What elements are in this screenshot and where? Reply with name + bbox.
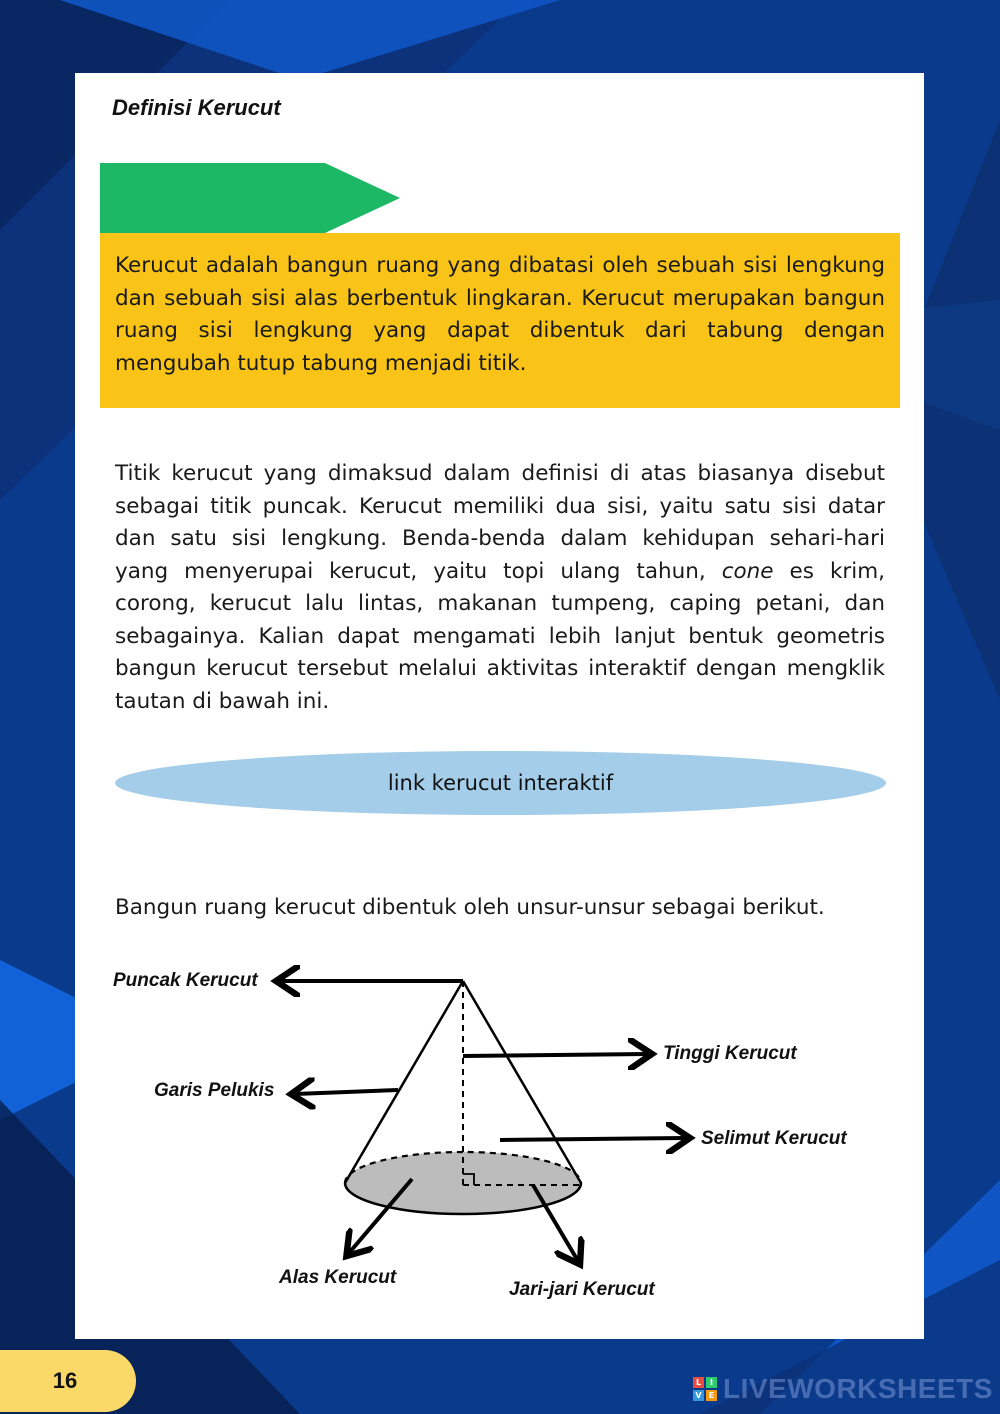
- definition-box: [100, 233, 900, 408]
- definition-text: Kerucut adalah bangun ruang yang dibatasi oleh sebuah sisi lengkung dan sebuah sisi alas berbentuk lingkaran. Kerucut merupakan bangun ruang sisi lengkung yang dapat dibentuk dari tabung dengan mengubah tutup tabung menjadi titik.: [115, 253, 885, 376]
- label-puncak-kerucut: Puncak Kerucut: [113, 970, 258, 991]
- liveworksheets-logo-icon: [693, 1377, 717, 1401]
- definition-ribbon: [100, 163, 400, 233]
- label-garis-pelukis: Garis Pelukis: [154, 1080, 275, 1101]
- elements-intro-text: Bangun ruang kerucut dibentuk oleh unsur-unsur sebagai berikut.: [115, 895, 825, 920]
- label-alas-kerucut: Alas Kerucut: [279, 1267, 397, 1288]
- label-selimut-kerucut: Selimut Kerucut: [701, 1128, 847, 1149]
- liveworksheets-watermark: [693, 1373, 993, 1404]
- definition-title: Definisi Kerucut: [112, 95, 281, 120]
- paragraph-part-2: es krim, corong, kerucut lalu lintas, makanan tumpeng, caping petani, dan sebagainya. Kalian dapat mengamati lebih lanjut bentuk geometris bangun kerucut tersebut melalui aktivitas interaktif dengan mengklik tautan di bawah ini.: [115, 558, 885, 714]
- label-tinggi-kerucut: Tinggi Kerucut: [663, 1043, 797, 1064]
- label-arrows: [280, 981, 686, 1261]
- logo-tile-l: L: [693, 1377, 704, 1388]
- logo-tile-i: I: [706, 1377, 717, 1388]
- label-jari-jari-kerucut: Jari-jari Kerucut: [509, 1279, 655, 1300]
- cone-shape: [345, 981, 581, 1214]
- logo-tile-e: E: [706, 1390, 717, 1401]
- content-page: [75, 73, 924, 1339]
- description-paragraph: [115, 458, 885, 718]
- logo-tile-v: V: [693, 1390, 704, 1401]
- paragraph-part-1: Titik kerucut yang dimaksud dalam definisi di atas biasanya disebut sebagai titik puncak. Kerucut memiliki dua sisi, yaitu satu sisi datar dan satu sisi lengkung. Benda-benda dalam kehidupan sehari-hari yang menyerupai kerucut, yaitu topi ulang tahun,: [115, 461, 885, 584]
- interactive-cone-link[interactable]: link kerucut interaktif: [115, 751, 886, 815]
- paragraph-italic-word: cone: [721, 558, 774, 584]
- page-number-badge: 16: [0, 1350, 136, 1412]
- watermark-text: LIVEWORKSHEETS: [723, 1373, 993, 1404]
